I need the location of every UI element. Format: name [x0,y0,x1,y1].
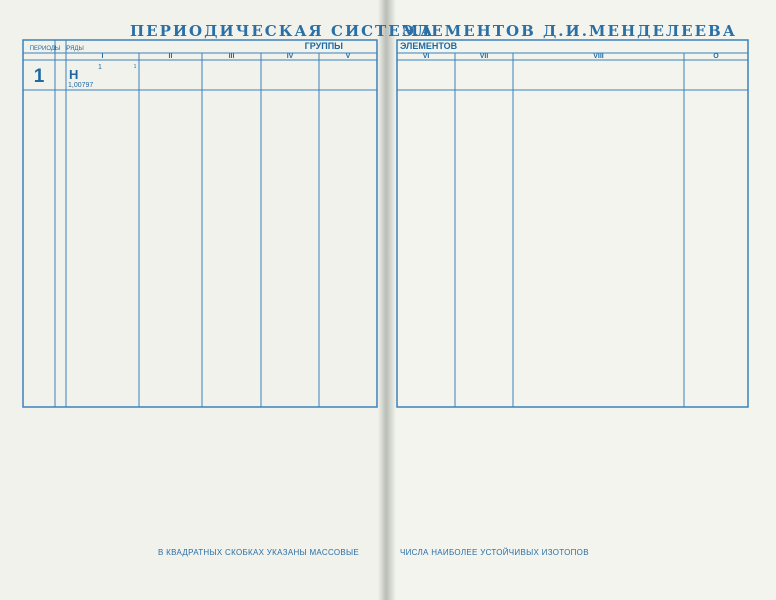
shell-count: 1 [133,64,137,70]
group-numeral: O [713,53,719,60]
group-numeral: I [101,53,104,60]
periods-header: ПЕРИОДЫ [29,46,61,52]
element-symbol: H [69,67,79,82]
caption-right: ЧИСЛА НАИБОЛЕЕ УСТОЙЧИВЫХ ИЗОТОПОВ [400,548,589,557]
elements-header: ЭЛЕМЕНТОВ [400,41,458,51]
title-right: ЭЛЕМЕНТОВ Д.И.МЕНДЕЛЕЕВА [402,22,737,40]
groups-header: ГРУППЫ [304,41,343,51]
cell-border [397,40,748,407]
group-numeral: II [168,53,173,60]
group-numeral: VIII [593,53,604,60]
atomic-mass: 1,00797 [68,82,94,89]
group-numeral: VII [479,53,489,60]
caption-left: В КВАДРАТНЫХ СКОБКАХ УКАЗАНЫ МАССОВЫЕ [158,548,360,557]
group-numeral: III [228,53,235,60]
cell-border [23,40,377,407]
title-left: ПЕРИОДИЧЕСКАЯ СИСТЕМА [130,22,435,40]
rows-header: РЯДЫ [66,46,84,52]
group-numeral: V [345,53,351,60]
atomic-number: 1 [98,64,102,71]
group-numeral: VI [422,53,430,60]
group-numeral: IV [286,53,294,60]
period-number: 1 [33,66,45,87]
